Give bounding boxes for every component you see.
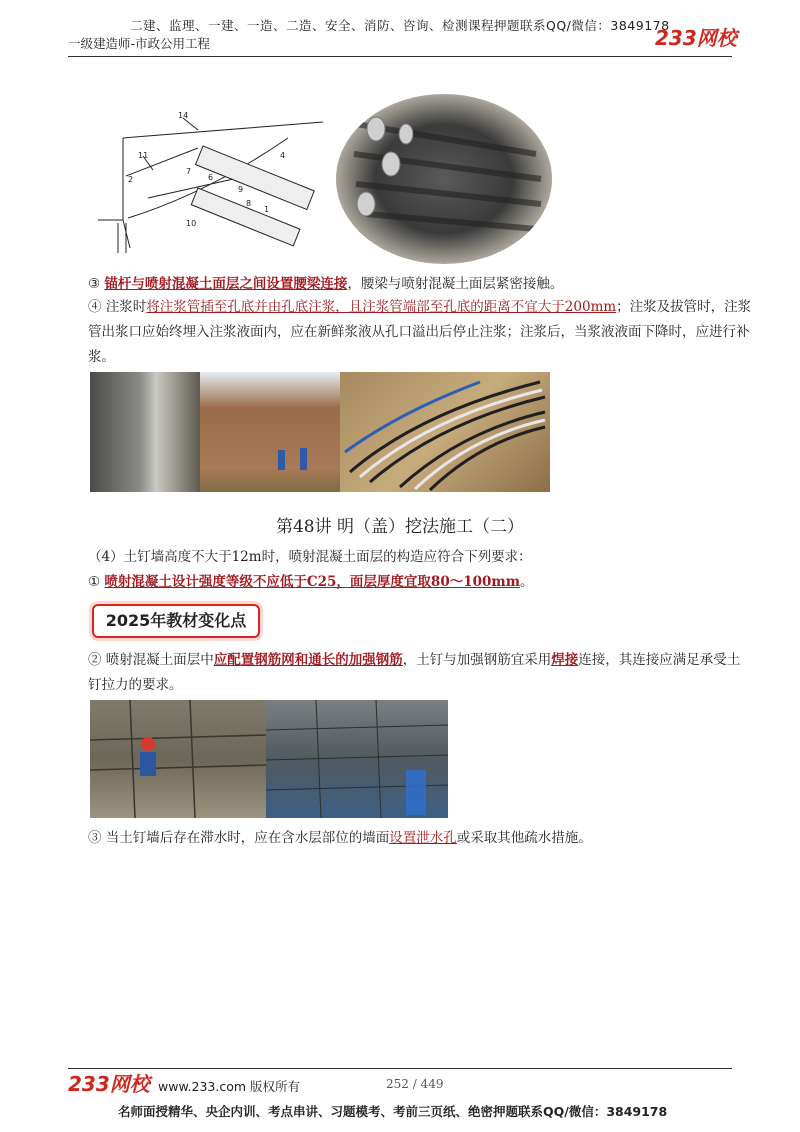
anchor-diagram [88,108,328,258]
para-text: ；注浆及拔管时，注浆管出浆口应始终埋入注浆液面内，应在新鲜浆液从孔口溢出后停止注浆；注浆后，当浆液液面下降时，应进行补浆。 [88,299,752,365]
diagram-label-1: 1 [264,205,270,214]
para-text: 。 [519,574,534,590]
footer-promo: 名师面授精华、央企内训、考点串讲、习题模考、考前三页纸、绝密押题联系QQ/微信：3849178 [118,1104,668,1119]
para-text: 或采取其他疏水措施。 [456,830,592,846]
footer-site: www.233.com 版权所有 [158,1079,300,1094]
header-divider [68,56,732,57]
para-text: （4）土钉墙高度不大于12m时，喷射混凝土面层的构造应符合下列要求： [88,549,532,565]
site-photo-welding [90,700,266,818]
para-item-3 [70,826,753,851]
para-waist-beam [70,272,753,297]
diagram-label-10: 10 [186,219,197,228]
diagram-label-6: 6 [208,173,214,182]
diagram-label-2: 2 [128,175,134,184]
site-photo-mesh [266,700,448,818]
site-photo-workers [200,372,340,492]
para-text: ，土钉与加强钢筋宜采用 [402,652,552,668]
para-number: ① [88,574,105,590]
diagram-label-9: 9 [238,185,244,194]
para-text: 连接，其连接应满足承受土钉拉力的要求。 [88,652,741,693]
para-text: ③ 当土钉墙后存在滞水时，应在含水层部位的墙面 [88,830,390,846]
para-text: ② 喷射混凝土面层中 [88,652,214,668]
anchor-strand-photo [336,94,552,264]
para-text: ，腰梁与喷射混凝土面层紧密接触。 [347,276,564,292]
diagram-label-4: 4 [280,151,286,160]
page-number: 252 / 449 [386,1077,444,1091]
header-promo: 二建、监理、一建、一造、二造、安全、消防、咨询、检测课程押题联系QQ/微信：3849178 [130,18,670,33]
site-photo-rebar [340,372,550,492]
logo-233-header: 233网校 [655,26,737,50]
footer-divider [68,1068,732,1069]
para-number: ③ [88,276,105,292]
section-title: 第48讲 明（盖）挖法施工（二） [275,517,525,537]
site-photo-wall [90,372,200,492]
para-soil-nail-intro [70,545,735,570]
diagram-label-11: 11 [138,151,149,160]
para-text: ④ 注浆时 [88,299,147,315]
highlight-text: 喷射混凝土设计强度等级不应低于C25，面层厚度宜取80～100mm [104,574,520,590]
para-grouting [70,295,753,370]
change-badge: 2025年教材变化点 [92,604,260,638]
highlight-text: 焊接 [551,652,579,668]
highlight-text: 应配置钢筋网和通长的加强钢筋 [213,652,403,668]
diagram-label-8: 8 [246,199,252,208]
para-item-2 [70,648,753,698]
highlight-text: 设置泄水孔 [389,830,457,846]
diagram-label-7: 7 [186,167,192,176]
diagram-label-14: 14 [178,111,189,120]
logo-233-footer: 233网校 [68,1072,150,1096]
highlight-text: 将注浆管插至孔底并由孔底注浆，且注浆管端部至孔底的距离不宜大于200mm [146,299,617,315]
header-subject: 一级建造师-市政公用工程 [68,36,211,51]
highlight-text: 锚杆与喷射混凝土面层之间设置腰梁连接 [104,276,348,292]
para-item-1 [70,570,735,595]
